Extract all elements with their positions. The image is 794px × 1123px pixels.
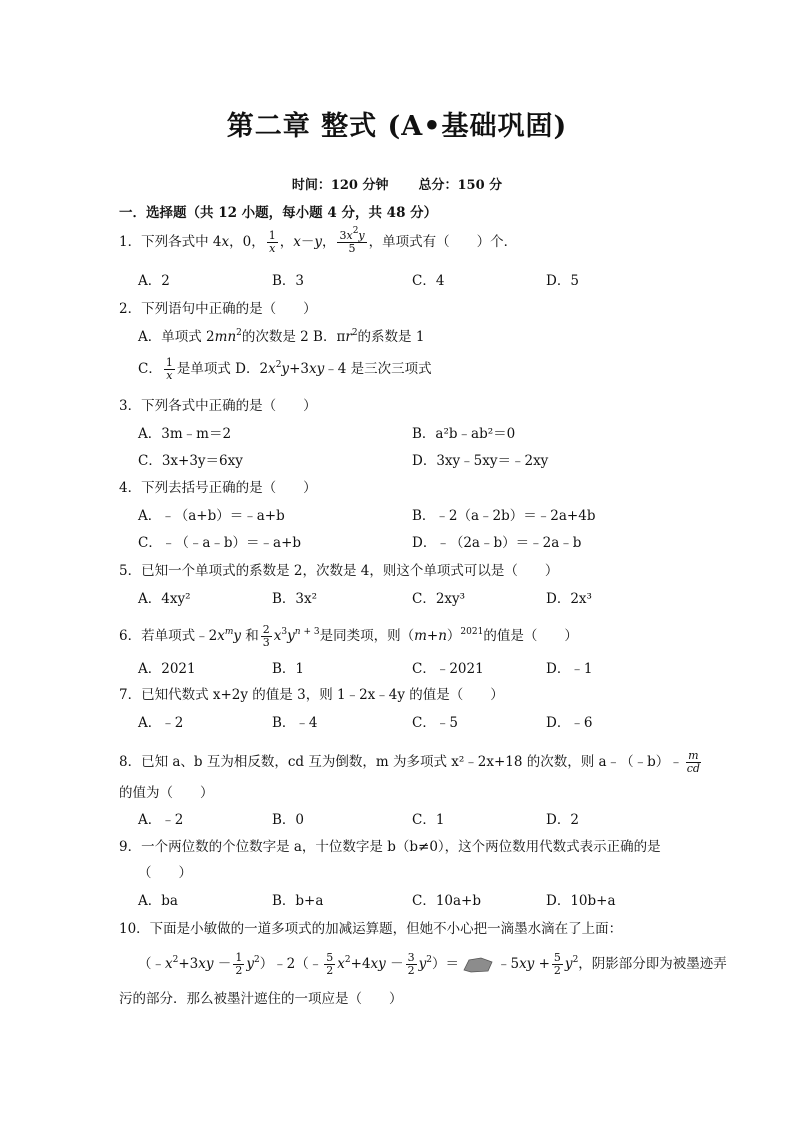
q1-option-b[interactable]: B．3 xyxy=(272,273,305,289)
q9-option-b[interactable]: B．b+a xyxy=(272,893,324,909)
ink-blot-shape xyxy=(463,957,493,973)
q2-options-ab[interactable]: A．单项式 $2mn^2$的次数是 2 B．$\pi r^2$的系数是 1 xyxy=(138,328,425,345)
question-6: 6．若单项式$﹣2x^my$ 和 $\frac{2}{3}$ $x^3y^{n + 3}$是同类项，则$(m+n)^{2021}$的值是（ ） xyxy=(119,623,578,649)
q6-option-a[interactable]: A．2021 xyxy=(138,661,196,677)
exam-time: 时间：120 分钟 xyxy=(291,178,389,193)
q6-option-d[interactable]: D．﹣1 xyxy=(546,661,593,677)
q8-option-d[interactable]: D．2 xyxy=(546,812,579,828)
q1-option-a[interactable]: A．2 xyxy=(138,273,170,289)
q3-option-c[interactable]: C．3x+3y＝6xy xyxy=(138,453,243,469)
q5-option-d[interactable]: D．2x³ xyxy=(546,591,592,607)
q8-option-b[interactable]: B．0 xyxy=(272,812,305,828)
question-5: 5．已知一个单项式的系数是 2，次数是 4，则这个单项式可以是（ ） xyxy=(119,563,559,579)
exam-meta xyxy=(0,174,794,193)
q8-option-a[interactable]: A．﹣2 xyxy=(138,812,184,828)
q4-option-a[interactable]: A．﹣（a+b）＝﹣a+b xyxy=(138,508,285,524)
q5-option-a[interactable]: A．4xy² xyxy=(138,591,191,607)
question-8-tail: 的值为（ ） xyxy=(119,785,214,801)
question-10-line3: 污的部分．那么被墨汁遮住的一项应是（ ） xyxy=(119,991,403,1007)
question-10: 10．下面是小敏做的一道多项式的加减运算题，但她不小心把一滴墨水滴在了上面： xyxy=(119,921,623,937)
q4-option-d[interactable]: D．﹣（2a﹣b）＝﹣2a﹣b xyxy=(412,535,582,551)
q7-option-b[interactable]: B．﹣4 xyxy=(272,715,318,731)
q7-option-c[interactable]: C．﹣5 xyxy=(412,715,458,731)
q4-option-c[interactable]: C．﹣（﹣a﹣b）＝﹣a+b xyxy=(138,535,302,551)
question-9: 9．一个两位数的个位数字是 a，十位数字是 b（b≠0），这个两位数用代数式表示正确的是 xyxy=(119,839,661,855)
q2-options-cd[interactable]: C． $\frac{1}{x}$ 是单项式 D．$2x^2y+3xy﹣4$ 是三次三项式 xyxy=(138,356,432,382)
q6-option-b[interactable]: B．1 xyxy=(272,661,305,677)
page-title: 第二章 整式 (A•基础巩固) xyxy=(226,111,568,142)
question-10-expression: （$﹣x^2+3xy$ － $\frac{1}{2}$ $y^2)﹣2(﹣$ $\frac{5}{2}$ $x^2+4xy$ － $\frac{3}{2}$ $y^2)=$ ﹣5xy + $\frac{5}{2}$ $y^2$，阴影部分即为被墨迹弄 xyxy=(138,951,727,977)
question-2: 2．下列语句中正确的是（ ） xyxy=(119,301,317,317)
q6-option-c[interactable]: C．﹣2021 xyxy=(412,661,484,677)
question-8: 8．已知 a、b 互为相反数，cd 互为倒数，m 为多项式 x²﹣2x+18 的次数，则 a﹣（﹣b）﹣ $\frac{m}{cd}$ xyxy=(119,749,700,775)
q9-option-d[interactable]: D．10b+a xyxy=(546,893,616,909)
q1-option-c[interactable]: C．4 xyxy=(412,273,445,289)
q3-option-d[interactable]: D．3xy﹣5xy＝﹣2xy xyxy=(412,453,549,469)
exam-score: 总分：150 分 xyxy=(418,178,503,193)
question-9-paren: （ ） xyxy=(138,865,192,881)
q7-option-d[interactable]: D．﹣6 xyxy=(546,715,593,731)
q3-option-b[interactable]: B．a²b﹣ab²＝0 xyxy=(412,426,516,442)
q9-option-c[interactable]: C．10a+b xyxy=(412,893,482,909)
question-3: 3．下列各式中正确的是（ ） xyxy=(119,398,317,414)
question-7: 7．已知代数式 x+2y 的值是 3，则 1﹣2x﹣4y 的值是（ ） xyxy=(119,687,504,703)
question-1: 1．下列各式中 4x，0， $\frac{1}{x}$ ，x－y， $\frac{3x^2y}{5}$ ，单项式有（ ）个． xyxy=(119,226,518,255)
q7-option-a[interactable]: A．﹣2 xyxy=(138,715,184,731)
section-heading: 一．选择题（共 12 小题，每小题 4 分，共 48 分） xyxy=(119,205,438,221)
q5-option-c[interactable]: C．2xy³ xyxy=(412,591,466,607)
q3-option-a[interactable]: A．3m﹣m＝2 xyxy=(138,426,232,442)
q8-option-c[interactable]: C．1 xyxy=(412,812,445,828)
q5-option-b[interactable]: B．3x² xyxy=(272,591,318,607)
q4-option-b[interactable]: B．﹣2（a﹣2b）＝﹣2a+4b xyxy=(412,508,596,524)
question-4: 4．下列去括号正确的是（ ） xyxy=(119,480,317,496)
q1-option-d[interactable]: D．5 xyxy=(546,273,579,289)
q9-option-a[interactable]: A．ba xyxy=(138,893,178,909)
